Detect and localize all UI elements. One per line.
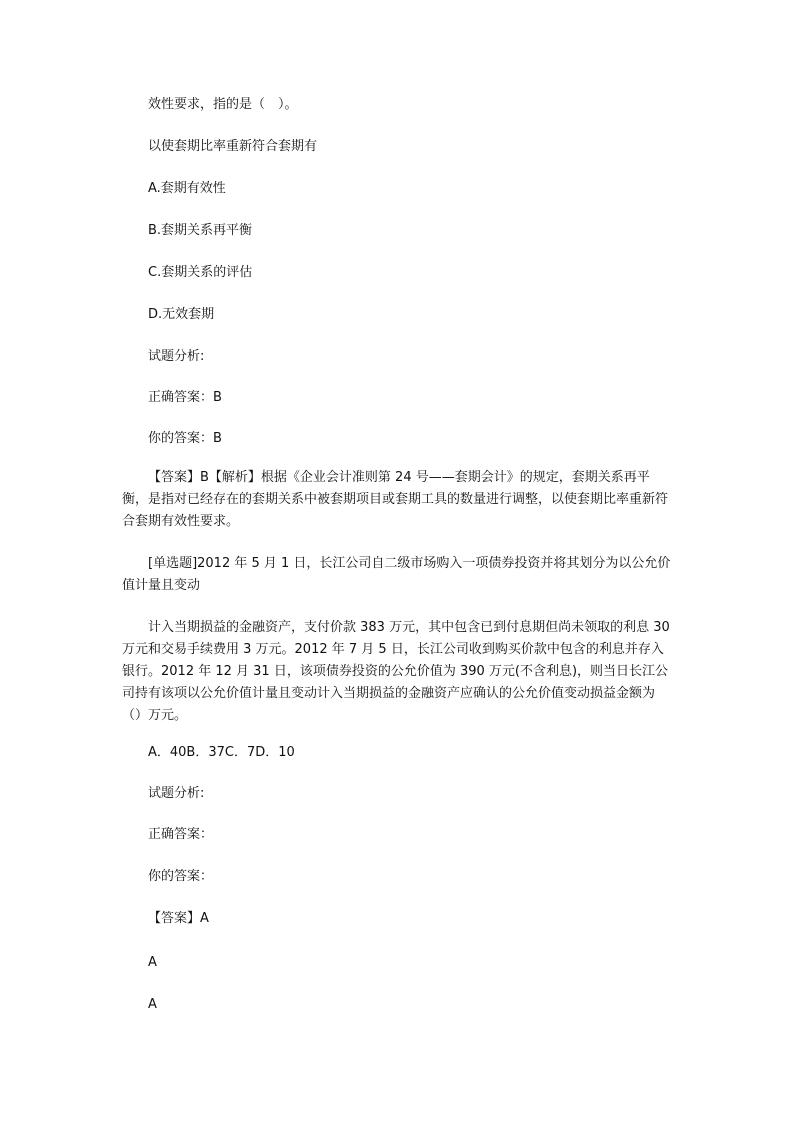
q2-stem-part1: [单选题]2012 年 5 月 1 日，长江公司自二级市场购入一项债券投资并将其划分为以公允价值计量且变动 [122, 556, 671, 593]
q1-correct-answer: 正确答案：B [148, 390, 222, 405]
q1-option-d: D.无效套期 [148, 307, 215, 322]
q1-analysis-label: 试题分析: [148, 349, 205, 364]
q1-explanation: 【答案】B【解析】根据《企业会计准则第 24 号——套期会计》的规定，套期关系再平衡，是指对已经存在的套期关系中被套期项目或套期工具的数量进行调整，以使套期比率重新符合套期有效性要求。 [122, 470, 669, 529]
q2-answer: 【答案】A [148, 911, 209, 926]
q1-your-answer: 你的答案：B [148, 431, 222, 446]
q2-options: A．40B．37C．7D．10 [148, 745, 295, 760]
q1-option-c: C.套期关系的评估 [148, 265, 253, 280]
q2-extra-line-1: A [148, 955, 157, 970]
q1-fragment: 以使套期比率重新符合套期有 [148, 139, 318, 154]
q2-your-answer: 你的答案： [148, 869, 214, 884]
q2-correct-answer: 正确答案： [148, 827, 214, 842]
q1-stem-tail: 效性要求，指的是（ ）。 [148, 97, 298, 112]
q1-option-a: A.套期有效性 [148, 181, 226, 196]
q2-extra-line-2: A [148, 997, 157, 1012]
q2-analysis-label: 试题分析: [148, 786, 205, 801]
q1-option-b: B.套期关系再平衡 [148, 223, 253, 238]
q2-stem-part2: 计入当期损益的金融资产，支付价款 383 万元，其中包含已到付息期但尚未领取的利息 30 万元和交易手续费用 3 万元。2012 年 7 月 5 日，长江公司收到购买价款中包含的利息并存入银行。2012 年 12 月 31 日，该项债券投资的公允价值为 390 万元(不含利息)，则当日长江公司持有该项以公允价值计量且变动计入当期损益的金融资产应确认的公允价值变动损益金额为（）万元。 [122, 620, 670, 723]
